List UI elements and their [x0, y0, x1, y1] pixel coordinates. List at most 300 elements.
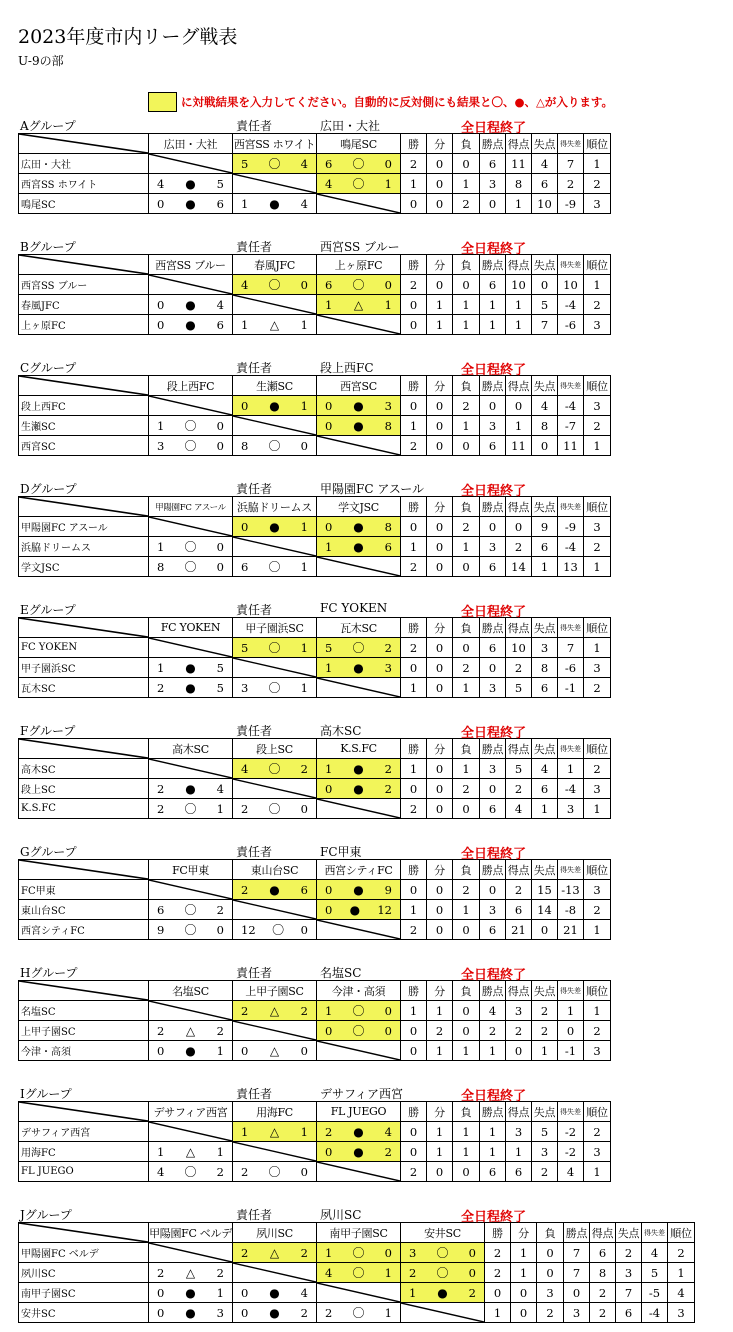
- stat-2: 0: [453, 1162, 480, 1182]
- stat-7: 1: [584, 154, 611, 174]
- result-mark: 〇: [184, 560, 197, 574]
- status-label: 全日程終了: [461, 121, 527, 136]
- stat-2: 1: [453, 1142, 480, 1162]
- match-score: [149, 437, 232, 454]
- team-row: [19, 1162, 611, 1182]
- score-away: 0: [300, 277, 308, 292]
- stat-5: 0: [532, 436, 558, 456]
- col-header-3: 勝点: [480, 618, 506, 638]
- column-team-2: K.S.FC: [317, 739, 401, 759]
- self-match-cell: [317, 315, 401, 335]
- team-row: [19, 900, 611, 920]
- stat-3: 6: [480, 154, 506, 174]
- stat-3: 6: [480, 275, 506, 295]
- stat-0: 0: [401, 1142, 427, 1162]
- stat-3: 3: [480, 678, 506, 698]
- score-away: 4: [216, 297, 224, 312]
- match-score: [233, 1306, 316, 1320]
- result-mark: △: [185, 1265, 196, 1280]
- result-mark: △: [269, 1245, 280, 1260]
- team-row: [19, 194, 611, 214]
- stat-3: 3: [480, 759, 506, 779]
- match-result-cell[interactable]: [317, 517, 401, 537]
- score-home: 2: [241, 801, 249, 816]
- match-score: [149, 921, 232, 938]
- col-header-0: 勝: [401, 739, 427, 759]
- row-team-name: 上甲子園SC: [19, 1021, 149, 1041]
- stat-2: 2: [453, 194, 480, 214]
- match-score: [317, 782, 400, 796]
- stat-5: 6: [532, 678, 558, 698]
- stat-2: 0: [453, 638, 480, 658]
- row-team-name: 段上西FC: [19, 396, 149, 416]
- score-home: 2: [157, 781, 165, 796]
- result-mark: 〇: [268, 157, 281, 171]
- row-team-name: 西宮SS ホワイト: [19, 174, 149, 194]
- match-result-cell[interactable]: [317, 779, 401, 799]
- result-mark: △: [269, 1124, 280, 1139]
- col-header-2: 負: [453, 255, 480, 275]
- match-score: [149, 417, 232, 434]
- match-result-cell[interactable]: [317, 658, 401, 678]
- col-header-6: 得失差: [558, 134, 584, 154]
- column-team-2: 鳴尾SC: [317, 134, 401, 154]
- corner-cell: [19, 1223, 149, 1243]
- stat-1: 0: [427, 678, 453, 698]
- column-team-2: 上ヶ原FC: [317, 255, 401, 275]
- match-result-cell[interactable]: [317, 396, 401, 416]
- stat-6: 0: [558, 1021, 584, 1041]
- score-home: 2: [241, 1245, 249, 1260]
- stat-2: 2: [453, 517, 480, 537]
- responsible-label: 責任者: [236, 966, 273, 980]
- stat-6: 21: [558, 920, 584, 940]
- host-team: 西宮SS ブルー: [320, 240, 400, 254]
- score-away: 2: [216, 902, 224, 917]
- team-row: [19, 1041, 611, 1061]
- col-header-3: 勝点: [480, 134, 506, 154]
- stat-1: 0: [427, 779, 453, 799]
- stat-1: 0: [427, 436, 453, 456]
- stat-4: 6: [590, 1243, 616, 1263]
- stat-3: 1: [480, 1122, 506, 1142]
- group-9: [18, 1204, 695, 1323]
- score-away: 1: [216, 1144, 224, 1159]
- match-result-cell: [233, 557, 317, 577]
- stat-7: 3: [584, 880, 611, 900]
- match-score: [317, 1125, 400, 1139]
- stat-2: 1: [453, 174, 480, 194]
- row-team-name: 春風JFC: [19, 295, 149, 315]
- team-row: [19, 174, 611, 194]
- self-match-cell: [233, 416, 317, 436]
- match-result-cell[interactable]: [317, 1122, 401, 1142]
- col-header-4: 得点: [506, 1102, 532, 1122]
- score-away: 2: [384, 781, 392, 796]
- status-label: 全日程終了: [461, 968, 527, 983]
- match-result-cell[interactable]: [317, 275, 401, 295]
- stat-1: 0: [427, 517, 453, 537]
- match-result-cell[interactable]: [317, 174, 401, 194]
- responsible-label: 責任者: [236, 482, 273, 496]
- row-team-name: 甲子園浜SC: [19, 658, 149, 678]
- stat-6: 1: [558, 759, 584, 779]
- column-team-0: 段上西FC: [149, 376, 233, 396]
- col-header-5: 失点: [532, 981, 558, 1001]
- result-mark: 〇: [352, 157, 365, 171]
- score-home: 4: [241, 761, 249, 776]
- team-row: [19, 799, 611, 819]
- match-result-cell[interactable]: [317, 880, 401, 900]
- stat-1: 0: [427, 537, 453, 557]
- col-header-2: 負: [453, 134, 480, 154]
- score-home: 3: [241, 680, 249, 695]
- result-mark: 〇: [268, 641, 281, 655]
- stat-2: 0: [537, 1263, 564, 1283]
- corner-cell: [19, 739, 149, 759]
- match-result-cell[interactable]: [317, 1001, 401, 1021]
- match-result-cell[interactable]: [317, 1142, 401, 1162]
- stat-5: 3: [532, 1142, 558, 1162]
- stat-0: 0: [401, 1122, 427, 1142]
- col-header-6: 得失差: [558, 497, 584, 517]
- match-score: [149, 1145, 232, 1159]
- row-team-name: 西宮SC: [19, 436, 149, 456]
- stat-3: 0: [480, 194, 506, 214]
- col-header-3: 勝点: [564, 1223, 590, 1243]
- stat-0: 2: [401, 638, 427, 658]
- match-result-cell: [149, 1263, 233, 1283]
- match-result-cell: [317, 1303, 401, 1323]
- self-match-cell: [149, 1243, 233, 1263]
- stat-6: -6: [558, 658, 584, 678]
- stat-1: 0: [427, 880, 453, 900]
- group-name: Dグループ: [20, 482, 77, 496]
- col-header-3: 勝点: [480, 739, 506, 759]
- stat-5: 2: [616, 1243, 642, 1263]
- stat-5: 4: [532, 154, 558, 174]
- match-result-cell[interactable]: [233, 1122, 317, 1142]
- match-result-cell[interactable]: [233, 759, 317, 779]
- col-header-7: 順位: [584, 981, 611, 1001]
- result-mark: ●: [353, 418, 364, 433]
- stat-6: -4: [558, 295, 584, 315]
- col-header-0: 勝: [401, 860, 427, 880]
- score-home: 0: [241, 1305, 249, 1320]
- score-away: 1: [384, 1265, 392, 1280]
- stat-6: -4: [642, 1303, 668, 1323]
- score-away: 0: [300, 1164, 308, 1179]
- score-away: 1: [384, 1305, 392, 1320]
- match-score: [317, 419, 400, 433]
- match-score: [149, 681, 232, 695]
- column-team-1: 段上SC: [233, 739, 317, 759]
- corner-cell: [19, 255, 149, 275]
- legend: [148, 92, 613, 112]
- row-team-name: 瓦木SC: [19, 678, 149, 698]
- group-0: [18, 115, 611, 214]
- match-result-cell[interactable]: [233, 154, 317, 174]
- col-header-0: 勝: [401, 981, 427, 1001]
- result-mark: △: [269, 1003, 280, 1018]
- stat-0: 1: [485, 1303, 511, 1323]
- match-score: [401, 1244, 484, 1261]
- score-home: 0: [241, 1043, 249, 1058]
- match-result-cell[interactable]: [233, 396, 317, 416]
- score-away: 2: [216, 1265, 224, 1280]
- responsible-label: 責任者: [236, 603, 273, 617]
- league-table: [18, 617, 611, 698]
- stat-0: 1: [401, 900, 427, 920]
- self-match-cell: [233, 1021, 317, 1041]
- column-team-0: 甲陽園FC アスール: [149, 497, 233, 517]
- match-result-cell: [233, 1283, 317, 1303]
- match-result-cell[interactable]: [317, 154, 401, 174]
- self-match-cell: [149, 880, 233, 900]
- stat-4: 1: [506, 1142, 532, 1162]
- match-score: [149, 177, 232, 191]
- score-away: 0: [216, 539, 224, 554]
- col-header-5: 失点: [532, 376, 558, 396]
- stat-0: 0: [401, 880, 427, 900]
- stat-1: 0: [427, 416, 453, 436]
- match-score: [317, 399, 400, 413]
- stat-0: 2: [401, 920, 427, 940]
- col-header-0: 勝: [401, 1102, 427, 1122]
- stat-7: 2: [584, 174, 611, 194]
- row-team-name: 東山台SC: [19, 900, 149, 920]
- stat-5: 7: [532, 315, 558, 335]
- match-result-cell[interactable]: [233, 275, 317, 295]
- col-header-5: 失点: [532, 618, 558, 638]
- score-away: 0: [216, 559, 224, 574]
- stat-1: 0: [511, 1283, 537, 1303]
- score-away: 3: [384, 398, 392, 413]
- stat-0: 2: [485, 1263, 511, 1283]
- score-away: 8: [384, 418, 392, 433]
- col-header-4: 得点: [506, 618, 532, 638]
- match-result-cell: [149, 436, 233, 456]
- stat-6: -9: [558, 517, 584, 537]
- match-result-cell[interactable]: [233, 638, 317, 658]
- match-result-cell[interactable]: [317, 416, 401, 436]
- stat-1: 0: [511, 1303, 537, 1323]
- stat-5: 6: [532, 174, 558, 194]
- match-result-cell[interactable]: [317, 1243, 401, 1263]
- match-result-cell[interactable]: [401, 1283, 485, 1303]
- match-score: [233, 679, 316, 696]
- stat-6: -1: [558, 678, 584, 698]
- stat-3: 0: [480, 779, 506, 799]
- stat-1: 0: [427, 759, 453, 779]
- match-score: [317, 1264, 400, 1281]
- match-score: [317, 639, 400, 656]
- match-result-cell: [149, 194, 233, 214]
- score-home: 0: [157, 196, 165, 211]
- league-table: [18, 738, 611, 819]
- match-result-cell: [149, 799, 233, 819]
- self-match-cell: [233, 537, 317, 557]
- match-result-cell[interactable]: [317, 295, 401, 315]
- match-score: [233, 1286, 316, 1300]
- result-mark: ●: [269, 519, 280, 534]
- self-match-cell: [233, 658, 317, 678]
- match-score: [233, 520, 316, 534]
- column-team-0: 甲陽園FC ベルデ: [149, 1223, 233, 1243]
- score-home: 1: [157, 418, 165, 433]
- match-score: [149, 1286, 232, 1300]
- team-row: [19, 436, 611, 456]
- match-result-cell[interactable]: [233, 1001, 317, 1021]
- match-result-cell[interactable]: [233, 517, 317, 537]
- result-mark: 〇: [352, 177, 365, 191]
- stat-0: 2: [401, 557, 427, 577]
- stat-7: 3: [584, 1142, 611, 1162]
- stat-6: -6: [558, 315, 584, 335]
- row-team-name: 段上SC: [19, 779, 149, 799]
- match-score: [233, 399, 316, 413]
- match-result-cell[interactable]: [401, 1263, 485, 1283]
- self-match-cell: [233, 779, 317, 799]
- team-row: [19, 638, 611, 658]
- stat-0: 0: [401, 1021, 427, 1041]
- score-away: 0: [384, 1023, 392, 1038]
- column-team-2: 瓦木SC: [317, 618, 401, 638]
- score-away: 2: [216, 1164, 224, 1179]
- stat-5: 6: [616, 1303, 642, 1323]
- stat-7: 2: [584, 295, 611, 315]
- column-team-0: 西宮SS ブルー: [149, 255, 233, 275]
- stat-4: 8: [590, 1263, 616, 1283]
- match-result-cell[interactable]: [317, 537, 401, 557]
- col-header-2: 負: [453, 1102, 480, 1122]
- col-header-1: 分: [427, 981, 453, 1001]
- column-team-0: FC YOKEN: [149, 618, 233, 638]
- col-header-5: 失点: [532, 255, 558, 275]
- stat-6: -4: [558, 537, 584, 557]
- stat-4: 21: [506, 920, 532, 940]
- match-score: [233, 760, 316, 777]
- stat-4: 4: [506, 799, 532, 819]
- stat-6: 7: [558, 154, 584, 174]
- match-result-cell: [149, 315, 233, 335]
- result-mark: 〇: [352, 278, 365, 292]
- score-home: 6: [325, 277, 333, 292]
- responsible-label: 責任者: [236, 361, 273, 375]
- col-header-4: 得点: [506, 739, 532, 759]
- group-header: [18, 962, 611, 983]
- match-result-cell: [149, 416, 233, 436]
- team-row: [19, 1243, 695, 1263]
- score-home: 0: [157, 297, 165, 312]
- stat-3: 0: [480, 517, 506, 537]
- stat-4: 5: [506, 678, 532, 698]
- row-team-name: デサフィア西宮: [19, 1122, 149, 1142]
- stat-7: 1: [584, 275, 611, 295]
- match-result-cell[interactable]: [317, 900, 401, 920]
- result-mark: 〇: [436, 1246, 449, 1260]
- stat-4: 2: [506, 537, 532, 557]
- score-home: 1: [157, 660, 165, 675]
- column-team-2: 西宮シティFC: [317, 860, 401, 880]
- match-result-cell[interactable]: [317, 1263, 401, 1283]
- column-team-2: 学文JSC: [317, 497, 401, 517]
- result-mark: ●: [349, 902, 361, 917]
- group-5: [18, 720, 611, 819]
- result-mark: ●: [353, 781, 364, 796]
- stat-6: -8: [558, 900, 584, 920]
- column-team-1: 甲子園浜SC: [233, 618, 317, 638]
- result-mark: △: [185, 1144, 196, 1159]
- col-header-4: 得点: [506, 255, 532, 275]
- self-match-cell: [317, 1283, 401, 1303]
- score-home: 2: [157, 1023, 165, 1038]
- stat-4: 11: [506, 436, 532, 456]
- result-mark: 〇: [352, 1004, 365, 1018]
- status-label: 全日程終了: [461, 847, 527, 862]
- group-header: [18, 236, 611, 257]
- col-header-1: 分: [427, 1102, 453, 1122]
- score-home: 8: [157, 559, 165, 574]
- self-match-cell: [149, 275, 233, 295]
- score-away: 6: [384, 539, 392, 554]
- result-mark: ●: [185, 680, 196, 695]
- match-result-cell[interactable]: [317, 1021, 401, 1041]
- match-score: [149, 298, 232, 312]
- stat-0: 0: [401, 396, 427, 416]
- score-away: 1: [300, 680, 308, 695]
- table-header-row: [19, 1223, 695, 1243]
- score-home: 4: [157, 176, 165, 191]
- score-home: 0: [325, 882, 333, 897]
- match-result-cell[interactable]: [233, 880, 317, 900]
- row-team-name: 浜脇ドリームス: [19, 537, 149, 557]
- stat-3: 3: [564, 1303, 590, 1323]
- corner-cell: [19, 497, 149, 517]
- self-match-cell: [317, 194, 401, 214]
- result-mark: ●: [353, 882, 364, 897]
- match-result-cell[interactable]: [233, 1243, 317, 1263]
- score-home: 1: [325, 1245, 333, 1260]
- score-away: 5: [216, 176, 224, 191]
- score-away: 2: [300, 761, 308, 776]
- stat-5: 2: [532, 1021, 558, 1041]
- result-mark: ●: [185, 317, 196, 332]
- match-score: [317, 1022, 400, 1039]
- stat-7: 3: [584, 658, 611, 678]
- stat-0: 2: [485, 1243, 511, 1263]
- col-header-5: 失点: [532, 1102, 558, 1122]
- stat-1: 1: [427, 1122, 453, 1142]
- column-team-1: 用海FC: [233, 1102, 317, 1122]
- row-team-name: 西宮SS ブルー: [19, 275, 149, 295]
- status-label: 全日程終了: [461, 1210, 527, 1225]
- row-team-name: 学文JSC: [19, 557, 149, 577]
- group-name: Aグループ: [20, 119, 76, 133]
- stat-4: 2: [590, 1283, 616, 1303]
- row-team-name: 夙川SC: [19, 1263, 149, 1283]
- match-result-cell[interactable]: [317, 638, 401, 658]
- group-name: Bグループ: [20, 240, 76, 254]
- column-team-2: 西宮SC: [317, 376, 401, 396]
- col-header-3: 勝点: [480, 255, 506, 275]
- corner-cell: [19, 981, 149, 1001]
- match-result-cell[interactable]: [317, 759, 401, 779]
- stat-1: 1: [427, 1142, 453, 1162]
- match-result-cell[interactable]: [401, 1243, 485, 1263]
- stat-4: 0: [506, 396, 532, 416]
- score-away: 0: [384, 1003, 392, 1018]
